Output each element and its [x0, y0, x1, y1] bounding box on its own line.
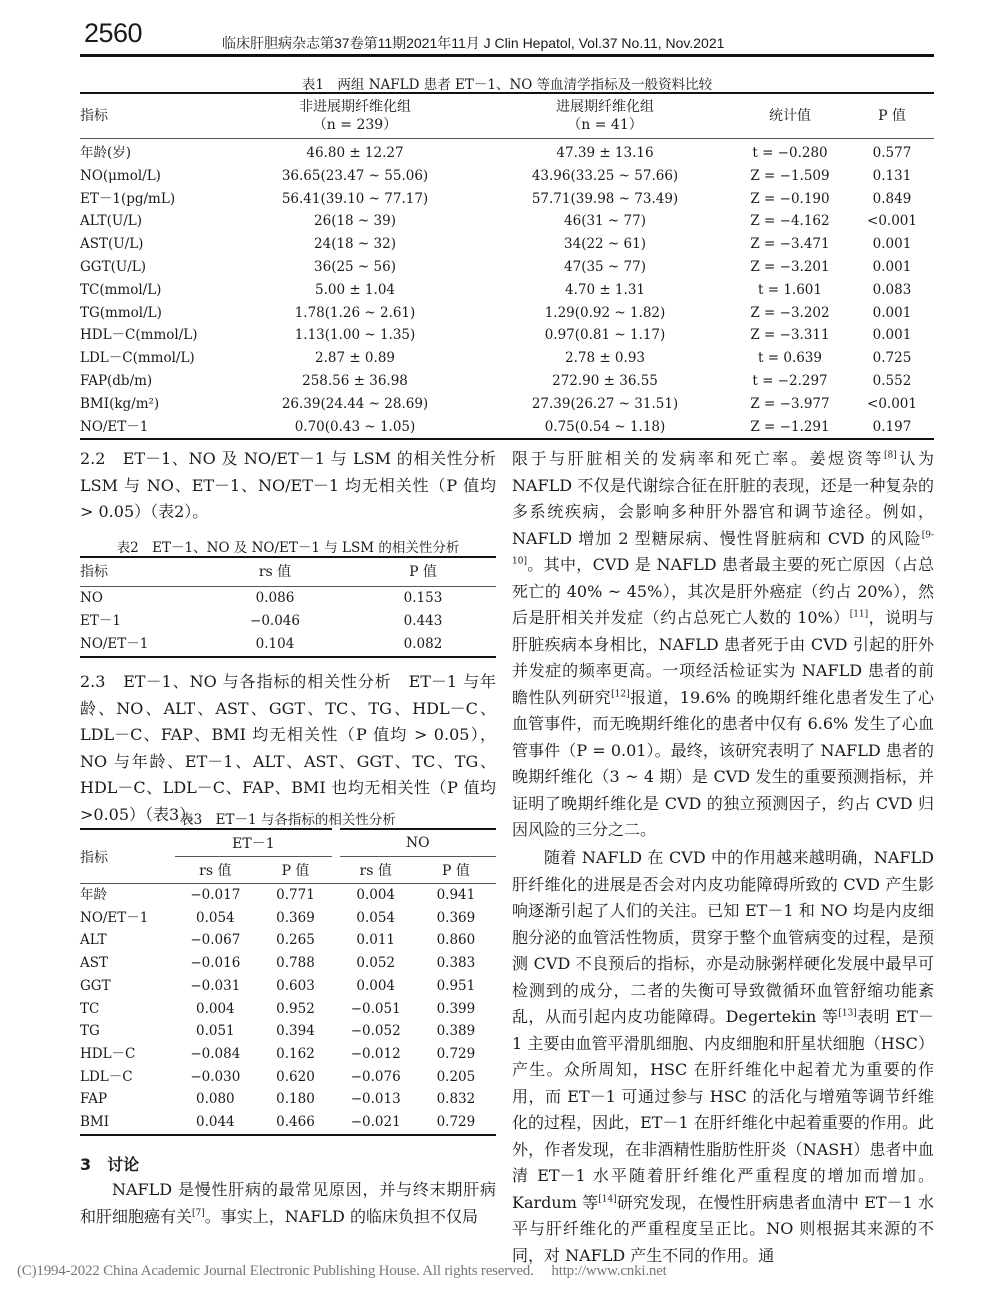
table3-row-cell-et-rs: 0.004	[195, 1000, 235, 1017]
table1-row-cell-p: 0.001	[872, 258, 912, 275]
table1-caption: 表1 两组 NAFLD 患者 ET－1、NO 等血清学指标及一般资料比较	[301, 77, 713, 93]
table3-row-cell-et-rs: −0.016	[190, 955, 241, 972]
table3-row	[80, 998, 496, 1021]
table2-row	[80, 587, 496, 611]
table1-row-cell-p: 0.001	[872, 304, 912, 321]
table1-row	[80, 279, 934, 302]
discussion-text: 报道，19.6% 的晚期纤维化患者发生了心血管事件，而无晚期纤维化的患者中仅有 6.6% 发生了心血管事件（P = 0.01）。最终，该研究表明了 NAFLD 患者的晚期纤维化（3 ~ 4 期）是 CVD 发生的重要预测指标，并证明了晚期纤维化是 CVD 的独立预测因子，约占 CVD 归因风险的三分之二。	[512, 687, 934, 839]
table3-row-cell-et-rs: −0.067	[190, 932, 241, 949]
discussion-text: 研究发现，在慢性肝病患者血清中 ET－1 水平与肝纤维化的严重程度呈正比。NO 则根据其来源的不同，对 NAFLD 产生不同的作用。通	[512, 1192, 934, 1265]
table3-header-no-p: P 值	[441, 863, 470, 879]
table1-row-cell-p: 0.849	[872, 190, 912, 207]
table1-row-cell-group1: 36.65(23.47 ~ 55.06)	[281, 167, 429, 184]
table3-row	[80, 1066, 496, 1089]
table1-row	[80, 347, 934, 370]
table3-row-cell-et-rs: −0.031	[190, 977, 241, 994]
table1-row-cell-group1: 1.78(1.26 ~ 2.61)	[294, 304, 416, 321]
table2-header-indicator: 指标	[80, 563, 108, 580]
table3-row-cell-et-p: 0.162	[276, 1045, 315, 1062]
table1-row-cell-group2: 272.90 ± 36.55	[552, 372, 658, 389]
table1-row-cell-stat: Z = −1.509	[750, 167, 830, 184]
table3-row-cell-no-p: 0.951	[436, 977, 476, 994]
discussion-paragraph-2	[512, 845, 934, 1269]
header-rule	[80, 54, 934, 57]
table3-row-cell-no-rs: 0.054	[356, 909, 396, 926]
table1-row-cell-stat: t = −2.297	[752, 372, 828, 389]
table3-row-cell-no-p: 0.205	[436, 1068, 476, 1085]
table3-row-cell-et-rs: −0.084	[190, 1045, 241, 1062]
citation-ref-11[interactable]: [11]	[849, 609, 869, 620]
table1-row-cell-p: 0.083	[872, 281, 912, 298]
table1-row-cell-stat: t = −0.280	[752, 145, 828, 161]
table3-row-cell-et-p: 0.771	[276, 887, 315, 903]
table3-row-cell-et-rs: 0.080	[195, 1091, 235, 1108]
table3-header-row-1	[80, 829, 496, 857]
table3-row-cell-no-p: 0.860	[436, 932, 476, 949]
citation-ref-7[interactable]: [7]	[192, 1208, 205, 1219]
table3-row	[80, 884, 496, 907]
table1-row-cell-group1: 26.39(24.44 ~ 28.69)	[281, 395, 429, 412]
table1-row-cell-stat: Z = −4.162	[750, 213, 830, 230]
table2-body	[80, 587, 496, 658]
table3-row-cell-et-p: 0.369	[276, 909, 315, 926]
running-head: 临床肝胆病杂志第37卷第11期2021年11月 J Clin Hepatol, Vol.37 No.11, Nov.2021	[222, 35, 725, 51]
table1-row-cell-group2: 0.97(0.81 ~ 1.17)	[544, 327, 666, 344]
table1-row-cell-p: 0.577	[872, 145, 912, 161]
table3-row-cell-et-rs: −0.030	[190, 1068, 241, 1085]
table1-row-cell-group1: 56.41(39.10 ~ 77.17)	[281, 190, 429, 207]
table1-row-cell-group2: 0.75(0.54 ~ 1.18)	[544, 418, 666, 435]
table1-row-cell-p: 0.001	[872, 236, 912, 253]
copyright-footer	[17, 1263, 667, 1280]
table3-row-cell-no-p: 0.832	[436, 1091, 476, 1108]
table1-header-row	[80, 93, 934, 139]
table1-row-cell-stat: Z = −3.311	[750, 327, 830, 344]
table1-row-cell-p: 0.197	[872, 418, 912, 435]
table3-row-cell-no-rs: −0.012	[350, 1045, 401, 1062]
table1-row-cell-group1: 1.13(1.00 ~ 1.35)	[294, 327, 416, 344]
table2	[80, 556, 496, 658]
table1-row	[80, 210, 934, 233]
discussion-paragraph-1-start	[80, 1177, 496, 1230]
table3-row-cell-no-p: 0.941	[436, 887, 476, 903]
section-2-2-paragraph: 2.2 ET－1、NO 及 NO/ET－1 与 LSM 的相关性分析 LSM 与 NO、ET－1、NO/ET－1 均无相关性（P 值均 > 0.05）（表2）。	[80, 449, 513, 521]
table3-row-cell-no-p: 0.389	[436, 1023, 476, 1040]
table1-header-group2-name: 进展期纤维化组	[556, 99, 654, 115]
table1-row-cell-group2: 57.71(39.98 ~ 73.49)	[531, 190, 679, 207]
table3-row-cell-indicator: FAP	[80, 1091, 108, 1108]
table2-row-cell-indicator: NO/ET－1	[80, 636, 149, 652]
table3-row-cell-et-rs: 0.044	[195, 1114, 235, 1131]
table3-row-cell-no-rs: 0.011	[356, 932, 396, 949]
table3-row-cell-no-rs: 0.004	[356, 977, 396, 994]
table1-row-cell-group1: 26(18 ~ 39)	[314, 213, 396, 230]
table3-header-et1-p: P 值	[281, 863, 310, 879]
table1-header-group1-n: （n = 239）	[312, 117, 398, 133]
discussion-text: 限于与肝脏相关的发病率和死亡率。姜煜资等	[512, 449, 885, 468]
table1-row	[80, 324, 934, 347]
table3-row-cell-no-rs: −0.052	[350, 1023, 401, 1040]
table1-row	[80, 416, 934, 440]
table3-row-cell-et-p: 0.394	[276, 1023, 315, 1040]
table3-header-no-rs: rs 值	[359, 863, 392, 879]
table3-row-cell-no-rs: 0.052	[356, 955, 396, 972]
table3-row-cell-et-p: 0.265	[276, 932, 315, 949]
table1	[80, 92, 934, 440]
table2-row-cell-indicator: NO	[80, 590, 103, 606]
table1-row-cell-indicator: BMI(kg/m²)	[80, 395, 160, 412]
cnki-link[interactable]: http://www.cnki.net	[551, 1263, 667, 1279]
copyright-text: (C)1994-2022 China Academic Journal Electronic Publishing House. All rights reserved.	[17, 1263, 534, 1279]
table3-row-cell-indicator: TC	[80, 1000, 100, 1017]
table1-row	[80, 256, 934, 279]
table1-row-cell-indicator: HDL－C(mmol/L)	[80, 327, 198, 344]
table3-row-cell-et-rs: 0.051	[195, 1023, 235, 1040]
table1-row-cell-p: 0.552	[872, 372, 912, 389]
table1-row-cell-group2: 47(35 ~ 77)	[564, 258, 646, 275]
table3-row-cell-indicator: NO/ET－1	[80, 909, 149, 926]
table2-row-cell-p: 0.443	[403, 613, 443, 629]
discussion-text: 表明 ET－1 主要由血管平滑肌细胞、内皮细胞和肝星状细胞（HSC）产生。众所周知，HSC 在肝纤维化中起着尤为重要的作用，而 ET－1 可通过参与 HSC 的活化与增殖等调节纤维化的过程，因此，ET－1 在肝纤维化中起着重要的作用。此外，作者发现，在非酒精性脂肪性肝炎（NASH）患者中血清 ET－1 水平随着肝纤维化严重程度的增加而增加。Kardum 等	[512, 1007, 934, 1212]
table3-row	[80, 1043, 496, 1066]
table3-row-cell-indicator: HDL－C	[80, 1045, 136, 1062]
table1-header-group2-n: （n = 41）	[567, 117, 643, 133]
table1-row	[80, 233, 934, 256]
table2-header-row	[80, 557, 496, 587]
table3-row-cell-et-p: 0.788	[276, 955, 315, 972]
table1-header-group1-name: 非进展期纤维化组	[299, 99, 411, 115]
section-3-heading: 3 讨论	[80, 1155, 140, 1174]
citation-ref-13[interactable]: [13]	[838, 1008, 857, 1019]
table3-header-indicator: 指标	[80, 829, 175, 884]
table3-row-cell-et-rs: −0.017	[190, 887, 241, 903]
table1-row-cell-indicator: LDL－C(mmol/L)	[80, 350, 195, 367]
table1-row-cell-group2: 46(31 ~ 77)	[564, 213, 646, 230]
table1-row	[80, 188, 934, 211]
table1-row-cell-group2: 27.39(26.27 ~ 31.51)	[531, 395, 679, 412]
table2-row-cell-rs: −0.046	[250, 613, 300, 629]
citation-ref-12[interactable]: [12]	[611, 689, 630, 700]
table3-row	[80, 975, 496, 998]
table2-row	[80, 610, 496, 633]
table1-row-cell-stat: Z = −3.202	[750, 304, 830, 321]
table1-header-group1	[230, 93, 480, 139]
table2-header-p: P 值	[409, 563, 437, 580]
discussion-text: 。事实上，NAFLD 的临床负担不仅局	[204, 1206, 478, 1226]
table2-row-cell-indicator: ET－1	[80, 613, 121, 629]
citation-ref-14[interactable]: [14]	[598, 1194, 617, 1205]
table1-row-cell-group1: 46.80 ± 12.27	[306, 145, 404, 161]
table3-row-cell-et-p: 0.603	[276, 977, 315, 994]
table3-row	[80, 1088, 496, 1111]
table1-row-cell-stat: Z = −0.190	[750, 190, 830, 207]
table3-row-cell-et-p: 0.620	[276, 1068, 315, 1085]
table1-row	[80, 370, 934, 393]
table1-row-cell-group2: 4.70 ± 1.31	[564, 281, 645, 298]
table1-row-cell-indicator: 年龄(岁)	[80, 145, 132, 161]
table2-row-cell-rs: 0.104	[255, 636, 295, 652]
table3-row	[80, 907, 496, 930]
table1-row-cell-p: 0.001	[872, 327, 912, 344]
citation-ref-8[interactable]: [8]	[884, 450, 897, 461]
table1-row-cell-group1: 2.87 ± 0.89	[314, 350, 395, 367]
table1-row-cell-group2: 34(22 ~ 61)	[564, 236, 646, 253]
discussion-text: ，说明与肝脏疾病本身相比，NAFLD 患者死于由 CVD 引起的肝外并发症的频率更高。一项经活检证实为 NAFLD 患者的前瞻性队列研究	[512, 608, 934, 707]
table1-row	[80, 139, 934, 165]
table3-row-cell-no-p: 0.383	[436, 955, 476, 972]
table3-row-cell-no-rs: −0.013	[350, 1091, 401, 1108]
table1-body	[80, 139, 934, 440]
table1-row-cell-stat: Z = −3.201	[750, 258, 830, 275]
discussion-text: NAFLD 是慢性肝病的最常见原因，并与终末期肝病和肝细胞癌有关	[80, 1180, 496, 1226]
table3-row-cell-no-rs: 0.004	[356, 887, 396, 903]
table3-row-cell-no-p: 0.369	[436, 909, 476, 926]
table2-row-cell-rs: 0.086	[255, 590, 295, 606]
table3-caption: 表3 ET－1 与各指标的相关性分析	[180, 812, 396, 828]
discussion-text: 随着 NAFLD 在 CVD 中的作用越来越明确，NAFLD 肝纤维化的进展是否会对内皮功能障碍所致的 CVD 产生影响逐渐引起了人们的关注。已知 ET－1 和 NO 均是内皮细胞分泌的血管活性物质，贯穿于整个血管病变的过程，是预测 CVD 不良预后的指标，亦是动脉粥样硬化发展中最早可检测到的成分，二者的失衡可导致微循环血管舒缩功能紊乱，从而引起内皮功能障碍。Degertekin 等	[512, 848, 934, 1026]
table1-row-cell-group1: 24(18 ~ 32)	[314, 236, 396, 253]
table1-header-group2	[480, 93, 730, 139]
table3-row-cell-no-rs: −0.051	[350, 1000, 401, 1017]
table1-header-statistic: 统计值	[769, 108, 811, 124]
table3-row-cell-no-p: 0.729	[436, 1114, 476, 1131]
table1-row	[80, 393, 934, 416]
table3-header-group-no: NO	[336, 829, 496, 857]
table3-row-cell-indicator: TG	[80, 1023, 100, 1040]
table3	[80, 828, 496, 1136]
table3-row-cell-indicator: GGT	[80, 977, 111, 994]
table2-header-rs: rs 值	[258, 563, 292, 580]
table1-row-cell-indicator: NO(μmol/L)	[80, 167, 161, 184]
table1-row-cell-p: 0.725	[872, 350, 912, 367]
table1-row	[80, 165, 934, 188]
table3-row-cell-indicator: AST	[80, 955, 109, 972]
page-number: 2560	[84, 18, 143, 48]
table1-row-cell-indicator: GGT(U/L)	[80, 258, 146, 275]
table1-row-cell-stat: Z = −1.291	[750, 418, 830, 435]
table1-row-cell-group2: 47.39 ± 13.16	[556, 145, 654, 161]
table1-row-cell-indicator: TG(mmol/L)	[80, 304, 162, 321]
table1-row-cell-p: <0.001	[867, 213, 917, 230]
table3-row-cell-indicator: LDL－C	[80, 1068, 133, 1085]
table3-row-cell-no-rs: −0.021	[350, 1114, 401, 1131]
table2-row-cell-p: 0.082	[403, 636, 443, 652]
table1-row-cell-stat: Z = −3.471	[750, 236, 830, 253]
table1-row-cell-indicator: ALT(U/L)	[80, 213, 143, 230]
table3-row-cell-et-p: 0.952	[276, 1000, 315, 1017]
table2-caption: 表2 ET－1、NO 及 NO/ET－1 与 LSM 的相关性分析	[116, 540, 460, 556]
table3-row-cell-indicator: 年龄	[80, 887, 107, 903]
table1-row-cell-stat: Z = −3.977	[750, 395, 830, 412]
table1-row-cell-group2: 1.29(0.92 ~ 1.82)	[544, 304, 666, 321]
table1-row-cell-group1: 5.00 ± 1.04	[314, 281, 395, 298]
table3-row-cell-no-rs: −0.076	[350, 1068, 401, 1085]
table2-row-cell-p: 0.153	[403, 590, 443, 606]
table3-body	[80, 884, 496, 1135]
citation-ref-9-10[interactable]: [9-10]	[512, 530, 934, 567]
table1-header-p: P 值	[878, 108, 906, 124]
table1-row-cell-stat: t = 0.639	[758, 350, 822, 367]
table1-row-cell-group2: 2.78 ± 0.93	[564, 350, 645, 367]
table3-row-cell-no-p: 0.729	[436, 1045, 476, 1062]
table1-row-cell-indicator: TC(mmol/L)	[80, 281, 162, 298]
table3-row-cell-et-rs: 0.054	[195, 909, 235, 926]
table3-row	[80, 1020, 496, 1043]
table1-row-cell-indicator: AST(U/L)	[80, 236, 144, 253]
table1-row	[80, 302, 934, 325]
table3-row	[80, 952, 496, 975]
discussion-text: 。其中，CVD 是 NAFLD 患者最主要的死亡原因（占总死亡的 40% ~ 45%），其次是肝外癌症（约占 20%），然后是肝相关并发症（约占总死亡人数的 10%）	[512, 555, 934, 627]
table3-header-group-et1: ET－1	[175, 829, 335, 857]
table1-header-indicator: 指标	[80, 108, 108, 124]
table1-row-cell-p: <0.001	[867, 395, 917, 412]
table3-row-cell-et-p: 0.466	[276, 1114, 315, 1131]
table3-row	[80, 929, 496, 952]
table1-row-cell-group1: 258.56 ± 36.98	[302, 372, 408, 389]
table3-row-cell-indicator: BMI	[80, 1114, 110, 1131]
table1-row-cell-group1: 36(25 ~ 56)	[314, 258, 396, 275]
table3-row-cell-et-p: 0.180	[276, 1091, 315, 1108]
table3-row-cell-indicator: ALT	[80, 932, 107, 949]
table1-row-cell-indicator: NO/ET－1	[80, 418, 149, 435]
table1-row-cell-indicator: ET－1(pg/mL)	[80, 190, 176, 207]
table1-row-cell-indicator: FAP(db/m)	[80, 372, 153, 389]
table1-row-cell-p: 0.131	[872, 167, 912, 184]
discussion-paragraph-1-continued	[512, 446, 934, 844]
table2-row	[80, 633, 496, 657]
section-2-3-paragraph: 2.3 ET－1、NO 与各指标的相关性分析 ET－1 与年龄、NO、ALT、AST、GGT、TC、TG、HDL－C、LDL－C、FAP、BMI 均无相关性（P 值均 > 0.05），NO 与年龄、ET－1、ALT、AST、GGT、TC、TG、HDL－C、LDL－C、FAP、BMI 也均无相关性（P 值均 >0.05）（表3）。	[80, 672, 496, 824]
discussion-text: 认为 NAFLD 不仅是代谢综合征在肝脏的表现，还是一种复杂的多系统疾病，会影响多种肝外器官和调节途径。例如，NAFLD 增加 2 型糖尿病、慢性肾脏病和 CVD 的风险	[512, 449, 934, 548]
table3-row	[80, 1111, 496, 1135]
table1-row-cell-group1: 0.70(0.43 ~ 1.05)	[294, 418, 416, 435]
table3-row-cell-no-p: 0.399	[436, 1000, 476, 1017]
table3-header-et1-rs: rs 值	[199, 863, 232, 879]
table1-row-cell-group2: 43.96(33.25 ~ 57.66)	[531, 167, 679, 184]
table1-row-cell-stat: t = 1.601	[758, 281, 822, 298]
